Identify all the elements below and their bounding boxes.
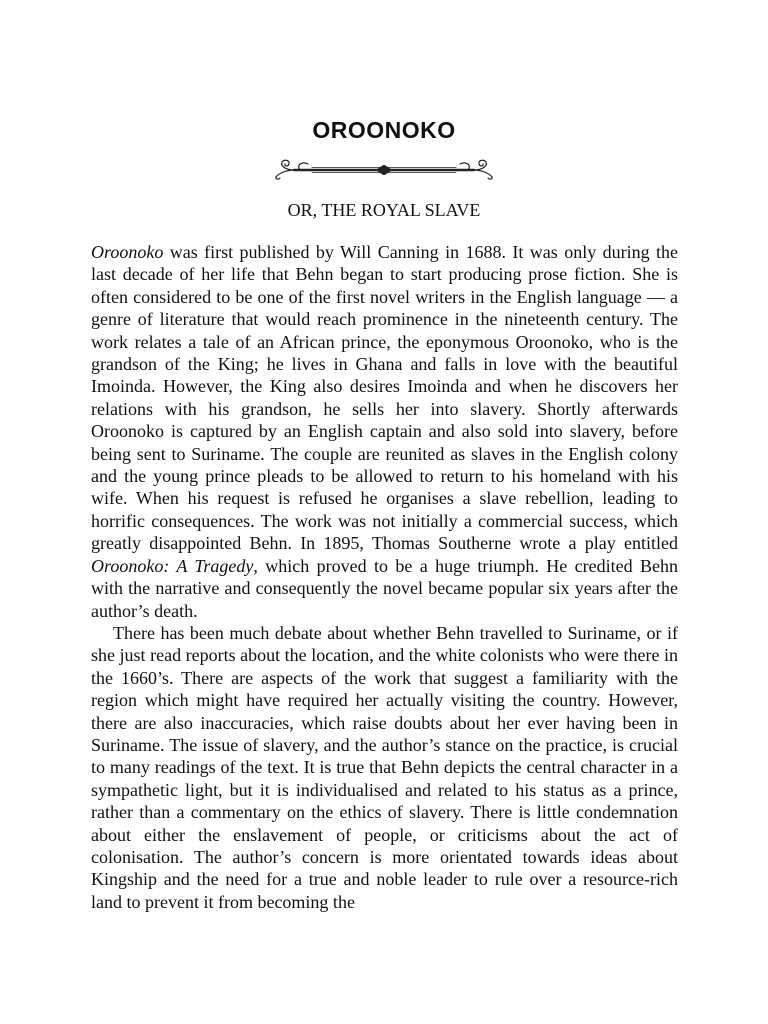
paragraph-1 <box>91 241 678 622</box>
italic-title-play: Oroonoko: A Tragedy <box>91 555 254 576</box>
page-title: OROONOKO <box>312 117 456 143</box>
paragraph-1-text-a: was first published by Will Canning in 1688. It was only during the last decade of her life that Behn began to start producing prose fiction. She is often considered to be one of the first novel writers in the English language — a genre of literature that would reach prominence in the nineteenth century. The work relates a tale of an African prince, the eponymous Oroonoko, who is the grandson of the King; he lives in Ghana and falls in love with the beautiful Imoinda. However, the King also desires Imoinda and when he discovers her relations with his grandson, he sells her into slavery. Shortly afterwards Oroonoko is captured by an English captain and also sold into slavery, before being sent to Suriname. The couple are reunited as slaves in the English colony and the young prince pleads to be allowed to return to his homeland with his wife. When his request is refused he organises a slave rebellion, leading to horrific consequences. The work was not initially a commercial success, which greatly disappointed Behn. In 1895, Thomas Southerne wrote a play entitled <box>91 242 678 554</box>
body-text <box>91 241 678 913</box>
paragraph-2: There has been much debate about whether Behn travelled to Suriname, or if she just read reports about the location, and the white colonists who were there in the 1660’s. There are aspects of the work that suggest a familiarity with the region which might have required her actually visiting the country. However, there are also inaccuracies, which raise doubts about her ever having been in Suriname. The issue of slavery, and the author’s stance on the practice, is crucial to many readings of the text. It is true that Behn depicts the central character in a sympathetic light, but it is individualised and related to his status as a prince, rather than a commentary on the ethics of slavery. There is little condemnation about either the enslavement of people, or criticisms about the act of colonisation. The author’s concern is more orientated towards ideas about Kingship and the need for a true and noble leader to rule over a resource-rich land to prevent it from becoming the <box>91 622 678 912</box>
italic-title-oroonoko: Oroonoko <box>91 242 164 262</box>
ornament-flourish-icon <box>272 158 496 182</box>
paragraph-1-text-b: , which proved to be a huge triumph. He credited Behn with the narrative and consequently the novel became popular six years after the author’s death. <box>91 555 678 621</box>
subtitle: OR, THE ROYAL SLAVE <box>287 200 481 220</box>
